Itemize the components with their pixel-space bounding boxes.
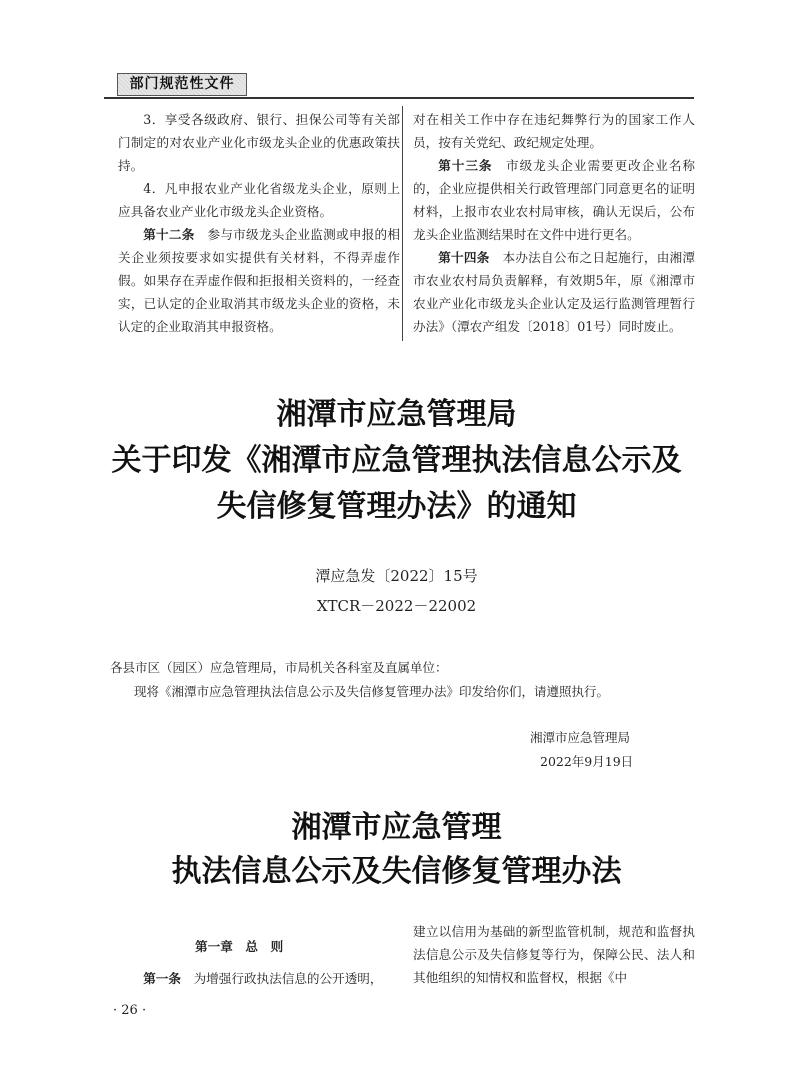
article-1-continued: 建立以信用为基础的新型监管机制，规范和监督执法信息公示及失信修复等行为，保障公民、法人和其他组织的知情权和监督权，根据《中	[413, 924, 695, 985]
article-label: 第一条	[143, 971, 181, 986]
bottom-left-column	[118, 967, 400, 990]
section-tag: 部门规范性文件	[117, 73, 247, 96]
article-text: 参与市级龙头企业监测或申报的相关企业须按要求如实提供有关材料，不得弄虚作假。如果存在弄虚作假和拒报相关资料的，一经查实，已认定的企业取消其市级龙头企业的资格，未认定的企业取消其申报资格。	[118, 227, 401, 334]
issue-date: 2022年9月19日	[540, 754, 634, 769]
chapter-heading: 第一章 总 则	[195, 939, 284, 954]
notice-title-line-3: 失信修复管理办法》的通知	[216, 489, 577, 524]
right-para-3	[413, 246, 695, 338]
article-label: 第十四条	[438, 250, 490, 265]
doc-number: 潭应急发〔2022〕15号	[315, 567, 478, 585]
column-divider	[402, 106, 403, 341]
issuer: 湘潭市应急管理局	[530, 730, 631, 745]
notice-body: 现将《湘潭市应急管理执法信息公示及失信修复管理办法》印发给你们，请遵照执行。	[134, 684, 610, 699]
notice-recipients: 各县市区（园区）应急管理局，市局机关各科室及直属单位：	[110, 660, 448, 675]
article-label: 第十三条	[438, 158, 493, 173]
left-para-3	[118, 223, 400, 338]
article-label: 第十二条	[143, 227, 195, 242]
notice-title-line-2: 关于印发《湘潭市应急管理执法信息公示及	[111, 443, 682, 478]
article-text: 为增强行政执法信息的公开透明，	[180, 971, 383, 986]
header-rule	[104, 97, 694, 99]
article-text: 本办法自公布之日起施行，由湘潭市农业农村局负责解释，有效期5年，原《湘潭市农业产业化市级龙头企业认定及运行监测管理暂行办法》（潭农产组发〔2018〕01号）同时废止。	[413, 250, 696, 334]
page-number: · 26 ·	[113, 1003, 147, 1018]
doc-code: XTCR－2022－22002	[316, 597, 477, 615]
bottom-right-column	[413, 920, 695, 989]
left-para-2: 4．凡申报农业产业化省级龙头企业，原则上应具备农业产业化市级龙头企业资格。	[118, 181, 400, 219]
article-text: 市级龙头企业需要更改企业名称的，企业应提供相关行政管理部门同意更名的证明材料，上报市农业农村局审核，确认无误后，公布龙头企业监测结果时在文件中进行更名。	[413, 158, 696, 242]
notice-title-line-1: 湘潭市应急管理局	[276, 397, 517, 432]
right-para-2	[413, 154, 695, 246]
measures-title-line-2: 执法信息公示及失信修复管理办法	[171, 854, 622, 889]
article-1-start	[118, 967, 400, 990]
right-para-1: 对在相关工作中存在违纪舞弊行为的国家工作人员，按有关党纪、政纪规定处理。	[413, 112, 695, 150]
measures-title-line-1: 湘潭市应急管理	[291, 810, 502, 845]
right-column	[413, 108, 695, 338]
left-para-1: 3．享受各级政府、银行、担保公司等有关部门制定的对农业产业化市级龙头企业的优惠政策扶持。	[118, 112, 400, 173]
left-column	[118, 108, 400, 338]
